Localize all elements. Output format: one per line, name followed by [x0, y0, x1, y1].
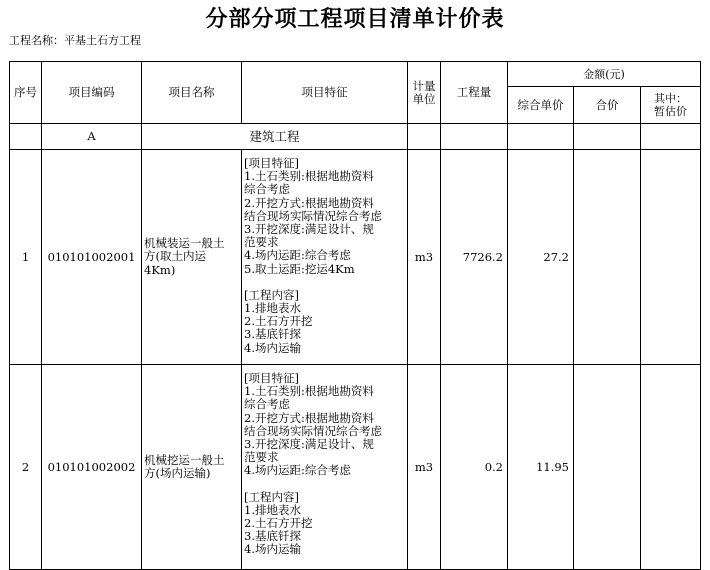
- row-name-line: 4Km): [144, 262, 176, 277]
- feature-line: 3.开挖深度:满足设计、规: [244, 437, 374, 452]
- row-total: [574, 365, 641, 570]
- header-features: 项目特征: [242, 62, 408, 124]
- feature-line: 1.土石类别:根据地勘资料: [244, 384, 374, 399]
- feature-line: 4.场内运距:综合考虑: [244, 463, 351, 478]
- pricing-table: [9, 61, 701, 570]
- section-unit-price: [508, 124, 574, 150]
- feature-spacer: [244, 478, 407, 491]
- row-unit: m3: [408, 150, 441, 365]
- feature-line: 4.场内运距:综合考虑: [244, 248, 351, 263]
- work-line: 4.场内运输: [244, 542, 301, 557]
- feature-line: 2.开挖方式:根据地勘资料: [244, 410, 374, 425]
- header-unit-price: 综合单价: [508, 87, 574, 124]
- work-line: [工程内容]: [244, 489, 299, 504]
- feature-spacer: [244, 276, 407, 289]
- header-quantity: 工程量: [441, 62, 508, 124]
- feature-line: [项目特征]: [244, 156, 299, 170]
- work-line: 1.排地表水: [244, 301, 301, 316]
- header-name: 项目名称: [142, 62, 242, 124]
- row-quantity: 7726.2: [441, 150, 508, 365]
- feature-line: 5.取土运距:挖运4Km: [244, 261, 355, 276]
- project-name: 工程名称：平基土石方工程: [9, 34, 141, 47]
- row-name-line: 机械挖运一般土: [144, 452, 225, 467]
- feature-line: [项目特征]: [244, 371, 299, 385]
- work-line: 2.土石方开挖: [244, 516, 313, 531]
- row-name: [142, 365, 242, 570]
- row-quantity: 0.2: [441, 365, 508, 570]
- table-row: [10, 365, 701, 570]
- feature-line: 范要求: [244, 235, 279, 250]
- feature-line: 范要求: [244, 450, 279, 465]
- header-provisional: [641, 87, 701, 124]
- feature-line: 综合考虑: [244, 397, 290, 412]
- row-name: [142, 150, 242, 365]
- row-total: [574, 150, 641, 365]
- page-title: 分部分项工程项目清单计价表: [205, 6, 505, 32]
- work-line: 2.土石方开挖: [244, 314, 313, 329]
- work-line: 4.场内运输: [244, 340, 301, 355]
- header-unit-line1: 计量: [412, 78, 436, 93]
- header-seq: 序号: [10, 62, 42, 124]
- row-name-line: 方(场内运输): [144, 466, 211, 480]
- section-name: 建筑工程: [142, 124, 408, 150]
- row-features: [242, 150, 408, 365]
- header-provisional-line1: 其中：: [654, 92, 687, 105]
- header-row-1: [10, 62, 701, 87]
- row-code: 010101002002: [42, 365, 142, 570]
- feature-line: 2.开挖方式:根据地勘资料: [244, 195, 374, 210]
- section-quantity: [441, 124, 508, 150]
- work-line: 3.基底钎探: [244, 529, 301, 544]
- header-amount: 金额(元): [508, 62, 701, 87]
- section-code: A: [42, 124, 142, 150]
- section-provisional: [641, 124, 701, 150]
- row-code: 010101002001: [42, 150, 142, 365]
- header-unit-line2: 单位: [412, 91, 436, 106]
- feature-line: 1.土石类别:根据地勘资料: [244, 169, 374, 184]
- table-row: [10, 150, 701, 365]
- row-features: [242, 365, 408, 570]
- row-seq: 1: [10, 150, 42, 365]
- row-provisional: [641, 150, 701, 365]
- row-unit-price: 11.95: [508, 365, 574, 570]
- section-unit: [408, 124, 441, 150]
- header-total: 合价: [574, 87, 641, 124]
- row-name-line: 机械装运一般土: [144, 235, 225, 250]
- row-name-line: 方(取土内运: [144, 249, 206, 264]
- section-seq: [10, 124, 42, 150]
- feature-line: 3.开挖深度:满足设计、规: [244, 222, 374, 237]
- header-code: 项目编码: [42, 62, 142, 124]
- row-unit: m3: [408, 365, 441, 570]
- header-unit: [408, 62, 441, 124]
- row-provisional: [641, 365, 701, 570]
- work-line: [工程内容]: [244, 287, 299, 302]
- feature-line: 结合现场实际情况综合考虑: [244, 423, 382, 438]
- row-seq: 2: [10, 365, 42, 570]
- feature-line: 综合考虑: [244, 182, 290, 197]
- work-line: 1.排地表水: [244, 502, 301, 517]
- section-total: [574, 124, 641, 150]
- row-unit-price: 27.2: [508, 150, 574, 365]
- header-provisional-line2: 暂估价: [654, 105, 687, 118]
- work-line: 3.基底钎探: [244, 327, 301, 342]
- feature-line: 结合现场实际情况综合考虑: [244, 208, 382, 223]
- section-row: [10, 124, 701, 150]
